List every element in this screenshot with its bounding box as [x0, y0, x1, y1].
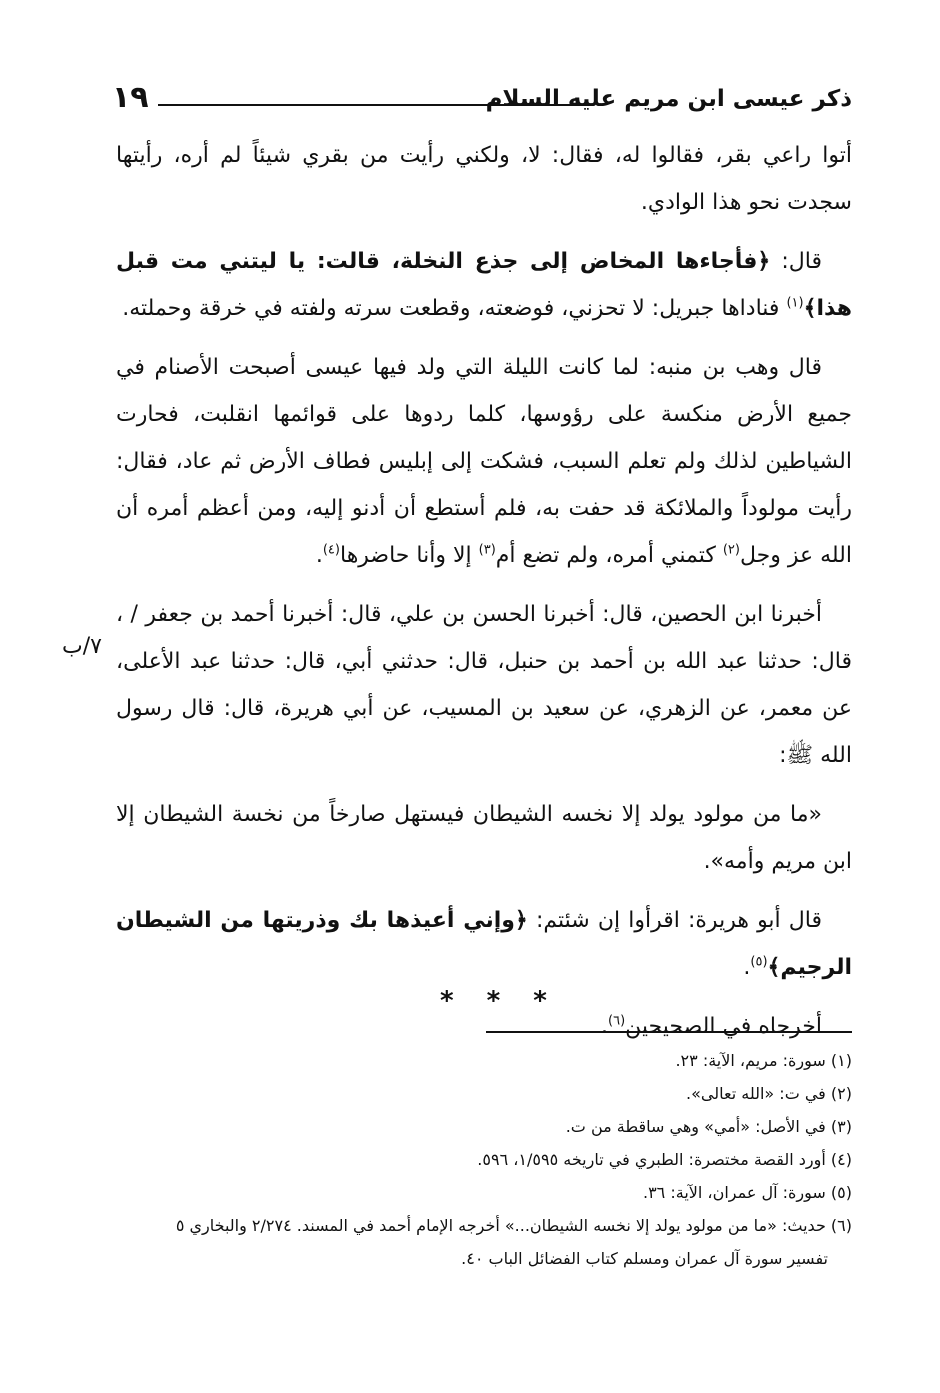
footnote-5: (٥) سورة: آل عمران، الآية: ٣٦. — [642, 1183, 852, 1202]
footnote-rule — [486, 1031, 852, 1033]
paragraph-3 — [116, 344, 852, 579]
paragraph-7-text: أخرجاه في الصحيحين — [625, 1014, 822, 1039]
chapter-title: ذكر عيسى ابن مريم عليه السلام — [485, 86, 852, 112]
footnotes — [96, 1044, 852, 1275]
paragraph-6 — [116, 897, 852, 991]
footnote-ref-3: (٣) — [478, 542, 496, 558]
footnote-ref-1: (١) — [786, 295, 804, 311]
footnote-6: (٦) حديث: «ما من مولود يولد إلا نخسه الشيطان...» أخرجه الإمام أحمد في المسند. ٢/٢٧٤ والبخاري ٥ — [175, 1216, 852, 1235]
footnote-ref-2: (٢) — [722, 542, 740, 558]
quran-quote-1: ﴿فأجاءها المخاض إلى جذع النخلة، قالت: يا ليتني مت قبل هذا﴾ — [116, 249, 852, 321]
footnote-ref-5: (٥) — [750, 954, 768, 970]
footnote-6-continued: تفسير سورة آل عمران ومسلم كتاب الفضائل الباب ٤٠. — [461, 1249, 828, 1268]
paragraph-2 — [116, 238, 852, 332]
paragraph-4: أخبرنا ابن الحصين، قال: أخبرنا الحسن بن علي، قال: أخبرنا أحمد بن جعفر / ، قال: حدثنا عبد الله بن أحمد بن حنبل، قال: حدثني أبي، قال: حدثنا عبد الأعلى، عن معمر، عن الزهري، عن سعيد بن المسيب، عن أبي هريرة، قال: قال رسول الله ﷺ: — [116, 602, 852, 768]
running-header — [112, 82, 852, 122]
section-separator: * * * — [440, 986, 559, 1016]
header-rule — [158, 104, 590, 106]
quran-quote-2: ﴿وإني أعيذها بك وذريتها من الشيطان الرجيم﴾ — [116, 908, 852, 980]
footnote-2: (٢) في ت: «الله تعالى». — [686, 1084, 852, 1103]
paragraph-3-text: قال وهب بن منبه: لما كانت الليلة التي ولد فيها عيسى أصبحت الأصنام في جميع الأرض منكسة على رؤوسها، كلما ردوها على قوائمها انقلبت، فحارت الشياطين لذلك ولم تعلم السبب، فشكت إلى إبليس فطاف الأرض ثم عاد، فقال: رأيت مولوداً والملائكة قد حفت به، فلم أستطع أن أدنو إليه، ومن أعظم أمره أن الله عز وجل — [116, 355, 852, 568]
paragraph-3-text-b: كتمني أمره، ولم تضع أم — [495, 543, 716, 568]
footnote-3: (٣) في الأصل: «أمي» وهي ساقطة من ت. — [565, 1117, 852, 1136]
paragraph-3-end: . — [315, 543, 323, 568]
manuscript-folio-note: ٧/ب — [62, 634, 102, 659]
footnote-1: (١) سورة: مريم، الآية: ٢٣. — [675, 1051, 852, 1070]
footnote-ref-4: (٤) — [322, 542, 340, 558]
paragraph-6-end: . — [743, 955, 751, 980]
paragraph-7-end: . — [601, 1014, 609, 1039]
paragraph-6-intro: قال أبو هريرة: اقرأوا إن شئتم: — [535, 908, 822, 933]
paragraph-2-text: فناداها جبريل: لا تحزني، فوضعته، وقطعت سرته ولفته في خرقة وحملته. — [122, 296, 780, 321]
page-number: ١٩ — [112, 80, 149, 115]
main-text — [116, 132, 852, 1050]
paragraph-2-intro: قال: — [781, 249, 822, 274]
paragraph-5: «ما من مولود يولد إلا نخسه الشيطان فيستهل صارخاً من نخسة الشيطان إلا ابن مريم وأمه». — [116, 802, 852, 874]
footnote-4: (٤) أورد القصة مختصرة: الطبري في تاريخه ١/٥٩٥، ٥٩٦. — [477, 1150, 852, 1169]
paragraph-1: أتوا راعي بقر، فقالوا له، فقال: لا، ولكني رأيت من بقري شيئاً لم أره، رأيتها سجدت نحو هذا الوادي. — [116, 143, 852, 215]
footnote-ref-6: (٦) — [608, 1013, 626, 1029]
paragraph-3-text-c: إلا وأنا حاضرها — [339, 543, 472, 568]
